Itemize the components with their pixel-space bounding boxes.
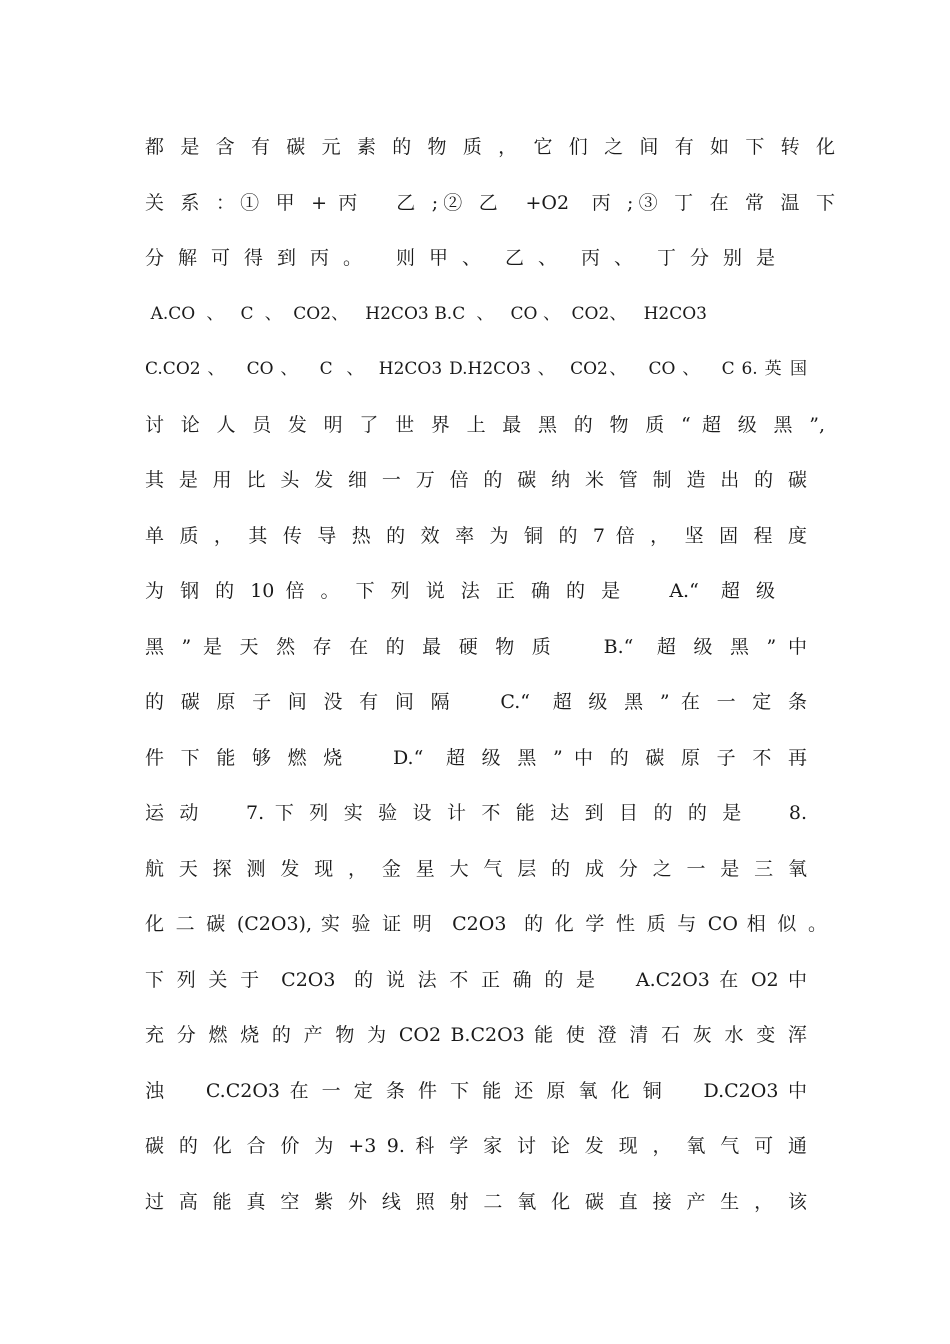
text-line [145,1131,807,1161]
text-line-content: 件 下 能 够 燃 烧 D.“ 超 级 黑 ” 中 的 碳 原 子 不 再 [145,747,807,769]
text-line-content: 航 天 探 测 发 现 ， 金 星 大 气 层 的 成 分 之 一 是 三 氧 [145,858,807,880]
text-line [145,1076,807,1106]
text-line-content: 单 质 ， 其 传 导 热 的 效 率 为 铜 的 7 倍 ， 坚 固 程 度 [145,525,807,547]
text-line [145,299,707,329]
text-line [145,132,835,162]
text-line-content: 的 碳 原 子 间 没 有 间 隔 C.“ 超 级 黑 ” 在 一 定 条 [145,691,807,713]
text-line-content: 碳 的 化 合 价 为 +3 9. 科 学 家 讨 论 发 现 ， 氧 气 可 通 [145,1135,807,1157]
text-line-content: 为 钢 的 10 倍 。 下 列 说 法 正 确 的 是 A.“ 超 级 [145,580,775,602]
text-line [145,743,807,773]
text-line-content: 化 二 碳 (C2O3), 实 验 证 明 C2O3 的 化 学 性 质 与 CO 相 似 。 [145,913,827,935]
text-line [145,965,807,995]
text-line-content: 黑 ” 是 天 然 存 在 的 最 硬 物 质 B.“ 超 级 黑 ” 中 [145,636,807,658]
text-line-content: C.CO2 、 CO 、 C 、 H2CO3 D.H2CO3 、 CO2、 CO 、 C 6. 英 国 [145,359,807,379]
text-line [145,1187,807,1217]
text-line-content: 浊 C.C2O3 在 一 定 条 件 下 能 还 原 氧 化 铜 D.C2O3 中 [145,1080,807,1102]
text-line-content: 都 是 含 有 碳 元 素 的 物 质 ， 它 们 之 间 有 如 下 转 化 [145,136,835,158]
text-line [145,521,807,551]
text-line [145,410,825,440]
text-line [145,188,835,218]
text-line [145,798,807,828]
text-line-content: 过 高 能 真 空 紫 外 线 照 射 二 氧 化 碳 直 接 产 生 ， 该 [145,1191,807,1213]
text-line-content: 关 系 ：① 甲 + 丙 乙 ;② 乙 +O2 丙 ;③ 丁 在 常 温 下 [145,192,835,214]
text-line [145,687,807,717]
text-line-content: 讨 论 人 员 发 明 了 世 界 上 最 黑 的 物 质 “ 超 级 黑 ”, [145,414,825,436]
text-line [145,576,775,606]
text-line-content: 充 分 燃 烧 的 产 物 为 CO2 B.C2O3 能 使 澄 清 石 灰 水 变 浑 [145,1024,807,1046]
text-line [145,465,807,495]
text-line [145,243,775,273]
text-line [145,909,827,939]
text-line [145,632,807,662]
text-line-content: 下 列 关 于 C2O3 的 说 法 不 正 确 的 是 A.C2O3 在 O2 中 [145,969,807,991]
text-line-content: 分 解 可 得 到 丙 。 则 甲 、 乙 、 丙 、 丁 分 别 是 [145,247,775,269]
text-line [145,1020,807,1050]
text-line-content: A.CO 、 C 、 CO2、 H2CO3 B.C 、 CO 、 CO2、 H2CO3 [145,304,707,324]
text-line-content: 其 是 用 比 头 发 细 一 万 倍 的 碳 纳 米 管 制 造 出 的 碳 [145,469,807,491]
text-line [145,354,807,384]
text-line-content: 运 动 7. 下 列 实 验 设 计 不 能 达 到 目 的 的 是 8. [145,802,807,824]
text-line [145,854,807,884]
